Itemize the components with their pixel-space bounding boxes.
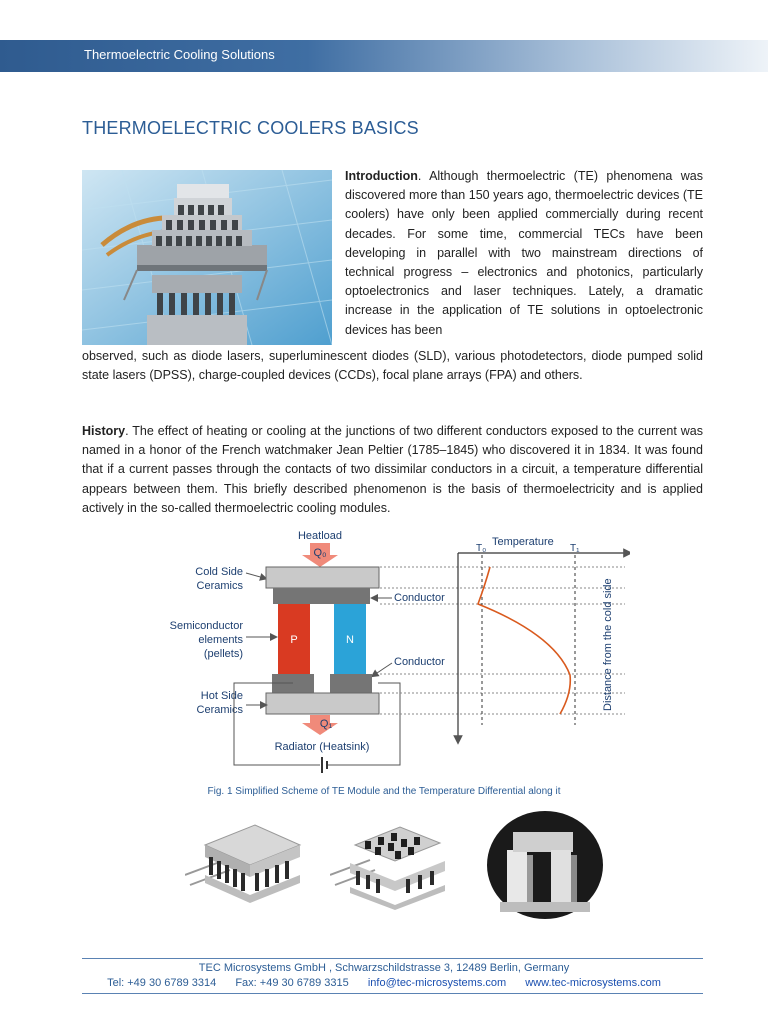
footer-divider-bottom: [82, 993, 703, 994]
footer-fax: Fax: +49 30 6789 3315: [235, 977, 349, 989]
distance-label: Distance from the cold side: [602, 578, 614, 711]
te-module-image-2: [330, 815, 455, 910]
q1-label: Q₁: [319, 718, 333, 730]
te-module-image-1: [185, 815, 310, 910]
intro-text: . Although thermoelectric (TE) phenomena was discovered more than 150 years ago, thermoelectric devices (TE coolers) have only been applied commercially during recent decades. For some time, commercial TECs have been developing in parallel with two mainstream directions of technical progress – electronics and photonics, particularly optoelectronics and laser techniques. Lately, a dramatic increase in the application of TE solutions in optoelectronic devices has been: [345, 169, 703, 337]
t0-label: T₀: [476, 543, 487, 554]
intro-continuation: observed, such as diode lasers, superluminescent diodes (SLD), various photodetectors, diode pumped solid state lasers (DPSS), charge-coupled devices (CCDs), focal plane arrays (FPA) and others.: [82, 349, 703, 383]
footer-email-link[interactable]: info@tec-microsystems.com: [367, 977, 507, 989]
footer-contacts: [0, 977, 768, 989]
te-module-diagram: [160, 525, 630, 790]
footer-tel: Tel: +49 30 6789 3314: [107, 977, 217, 989]
figure-caption: Fig. 1 Simplified Scheme of TE Module and the Temperature Differential along it: [207, 786, 561, 797]
history-text: . The effect of heating or cooling at the junctions of two different conductors exposed to the current was named in a honor of the French watchmaker Jean Peltier (1785–1845) who discovered it in 1834. It was found that if a current passes through the contacts of two dissimilar conductors in a circuit, a temperature differential appears between them. This briefly described phenomenon is the basis of thermoelectricity and is applied actively in the so-called thermoelectric cooling modules.: [82, 424, 703, 515]
header-bar: [0, 40, 768, 72]
t1-label: T₁: [570, 543, 580, 554]
top-conductor: [273, 588, 370, 604]
cold-side-ceramic: [266, 567, 379, 588]
conductor-label-bottom: Conductor: [394, 656, 445, 668]
page-title: THERMOELECTRIC COOLERS BASICS: [82, 118, 419, 138]
semiconductor-label-2: elements: [198, 634, 243, 646]
bottom-conductor-right: [330, 674, 372, 693]
temperature-curve: [478, 567, 570, 714]
radiator-label: Radiator (Heatsink): [274, 741, 370, 753]
footer-company: TEC Microsystems GmbH , Schwarzschildstrasse 3, 12489 Berlin, Germany: [198, 962, 570, 974]
footer-web-link[interactable]: www.tec-microsystems.com: [525, 977, 661, 989]
hot-side-label-2: Ceramics: [196, 704, 243, 716]
te-pellet-closeup: [485, 810, 605, 920]
cold-side-label-1: Cold Side: [195, 566, 243, 578]
hot-side-ceramic: [266, 693, 379, 714]
heatload-label: Heatload: [297, 530, 343, 542]
conductor-label-top: Conductor: [394, 592, 445, 604]
cold-side-label-2: Ceramics: [196, 580, 243, 592]
history-lead: History: [82, 424, 126, 438]
temperature-label: Temperature: [492, 536, 554, 548]
semiconductor-label-1: Semiconductor: [169, 620, 243, 632]
hot-side-label-1: Hot Side: [200, 690, 243, 702]
intro-lead: Introduction: [345, 169, 418, 183]
footer-divider-top: [82, 958, 703, 959]
intro-paragraph: [345, 167, 703, 340]
history-paragraph: [82, 422, 703, 518]
n-label: N: [346, 634, 354, 646]
header-title: Thermoelectric Cooling Solutions: [84, 47, 275, 62]
semiconductor-label-3: (pellets): [203, 648, 243, 660]
q0-label: Q₀: [313, 547, 327, 559]
te-cooler-photo: [82, 170, 332, 345]
p-label: P: [290, 634, 298, 646]
